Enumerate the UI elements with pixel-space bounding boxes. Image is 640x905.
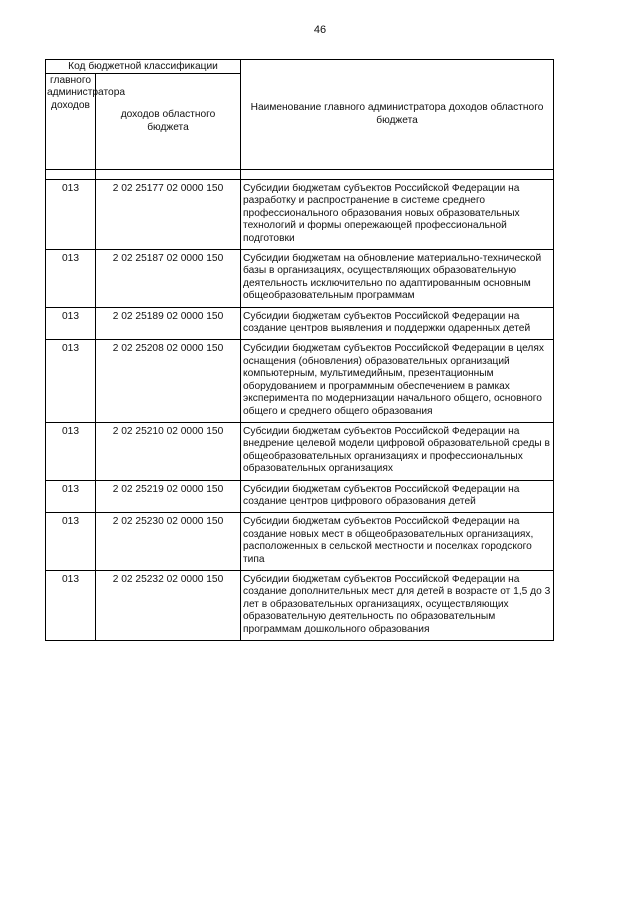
income-code-cell: 2 02 25232 02 0000 150 xyxy=(96,570,241,640)
table-row xyxy=(46,513,554,571)
header-code-group: Код бюджетной классификации xyxy=(46,60,241,74)
header-name xyxy=(241,60,554,170)
income-code-cell: 2 02 25189 02 0000 150 xyxy=(96,307,241,340)
admin-code-cell: 013 xyxy=(46,422,96,480)
table-row xyxy=(46,180,554,250)
table-row xyxy=(46,480,554,513)
table-row xyxy=(46,340,554,422)
description-cell: Субсидии бюджетам субъектов Российской Федерации на создание новых мест в общеобразовательных организациях, расположенных в сельской местности и поселках городского типа xyxy=(241,513,554,571)
table-row xyxy=(46,250,554,308)
description-cell: Субсидии бюджетам субъектов Российской Федерации на создание центров цифрового образования детей xyxy=(241,480,554,513)
table-row xyxy=(46,570,554,640)
description-cell: Субсидии бюджетам субъектов Российской Федерации на создание дополнительных мест для детей в возрасте от 1,5 до 3 лет в образовательных организациях, осуществляющих образовательную деятельность по образовательным программам дошкольного образования xyxy=(241,570,554,640)
admin-code-cell: 013 xyxy=(46,513,96,571)
header-income: доходов областного бюджета xyxy=(96,74,241,170)
table-row xyxy=(46,307,554,340)
budget-classification-table xyxy=(45,59,554,641)
income-code-cell: 2 02 25187 02 0000 150 xyxy=(96,250,241,308)
header-name-text: Наименование главного администратора доходов областного бюджета xyxy=(250,102,544,126)
description-cell: Субсидии бюджетам субъектов Российской Федерации на создание центров выявления и поддержки одаренных детей xyxy=(241,307,554,340)
admin-code-cell: 013 xyxy=(46,570,96,640)
description-cell: Субсидии бюджетам субъектов Российской Федерации в целях оснащения (обновления) образовательных организаций компьютерным, мультимедийным, презентационным оборудованием и программным обеспечением в рамках эксперимента по модернизации начального общего, основного общего и среднего общего образования xyxy=(241,340,554,422)
page-number: 46 xyxy=(313,24,327,36)
admin-code-cell: 013 xyxy=(46,180,96,250)
income-code-cell: 2 02 25219 02 0000 150 xyxy=(96,480,241,513)
spacer-row xyxy=(46,170,554,180)
admin-code-cell: 013 xyxy=(46,340,96,422)
table-row xyxy=(46,422,554,480)
description-cell: Субсидии бюджетам на обновление материально-технической базы в организациях, осуществляющих образовательную деятельность исключительно по адаптированным основным общеобразовательным программам xyxy=(241,250,554,308)
admin-code-cell: 013 xyxy=(46,307,96,340)
header-admin: главного администратора доходов xyxy=(46,74,96,170)
income-code-cell: 2 02 25208 02 0000 150 xyxy=(96,340,241,422)
income-code-cell: 2 02 25210 02 0000 150 xyxy=(96,422,241,480)
income-code-cell: 2 02 25177 02 0000 150 xyxy=(96,180,241,250)
income-code-cell: 2 02 25230 02 0000 150 xyxy=(96,513,241,571)
description-cell: Субсидии бюджетам субъектов Российской Федерации на разработку и распространение в системе среднего профессионального образования новых образовательных технологий и формы опережающей профессиональной подготовки xyxy=(241,180,554,250)
admin-code-cell: 013 xyxy=(46,250,96,308)
description-cell: Субсидии бюджетам субъектов Российской Федерации на внедрение целевой модели цифровой образовательной среды в общеобразовательных организациях и профессиональных образовательных организациях xyxy=(241,422,554,480)
admin-code-cell: 013 xyxy=(46,480,96,513)
